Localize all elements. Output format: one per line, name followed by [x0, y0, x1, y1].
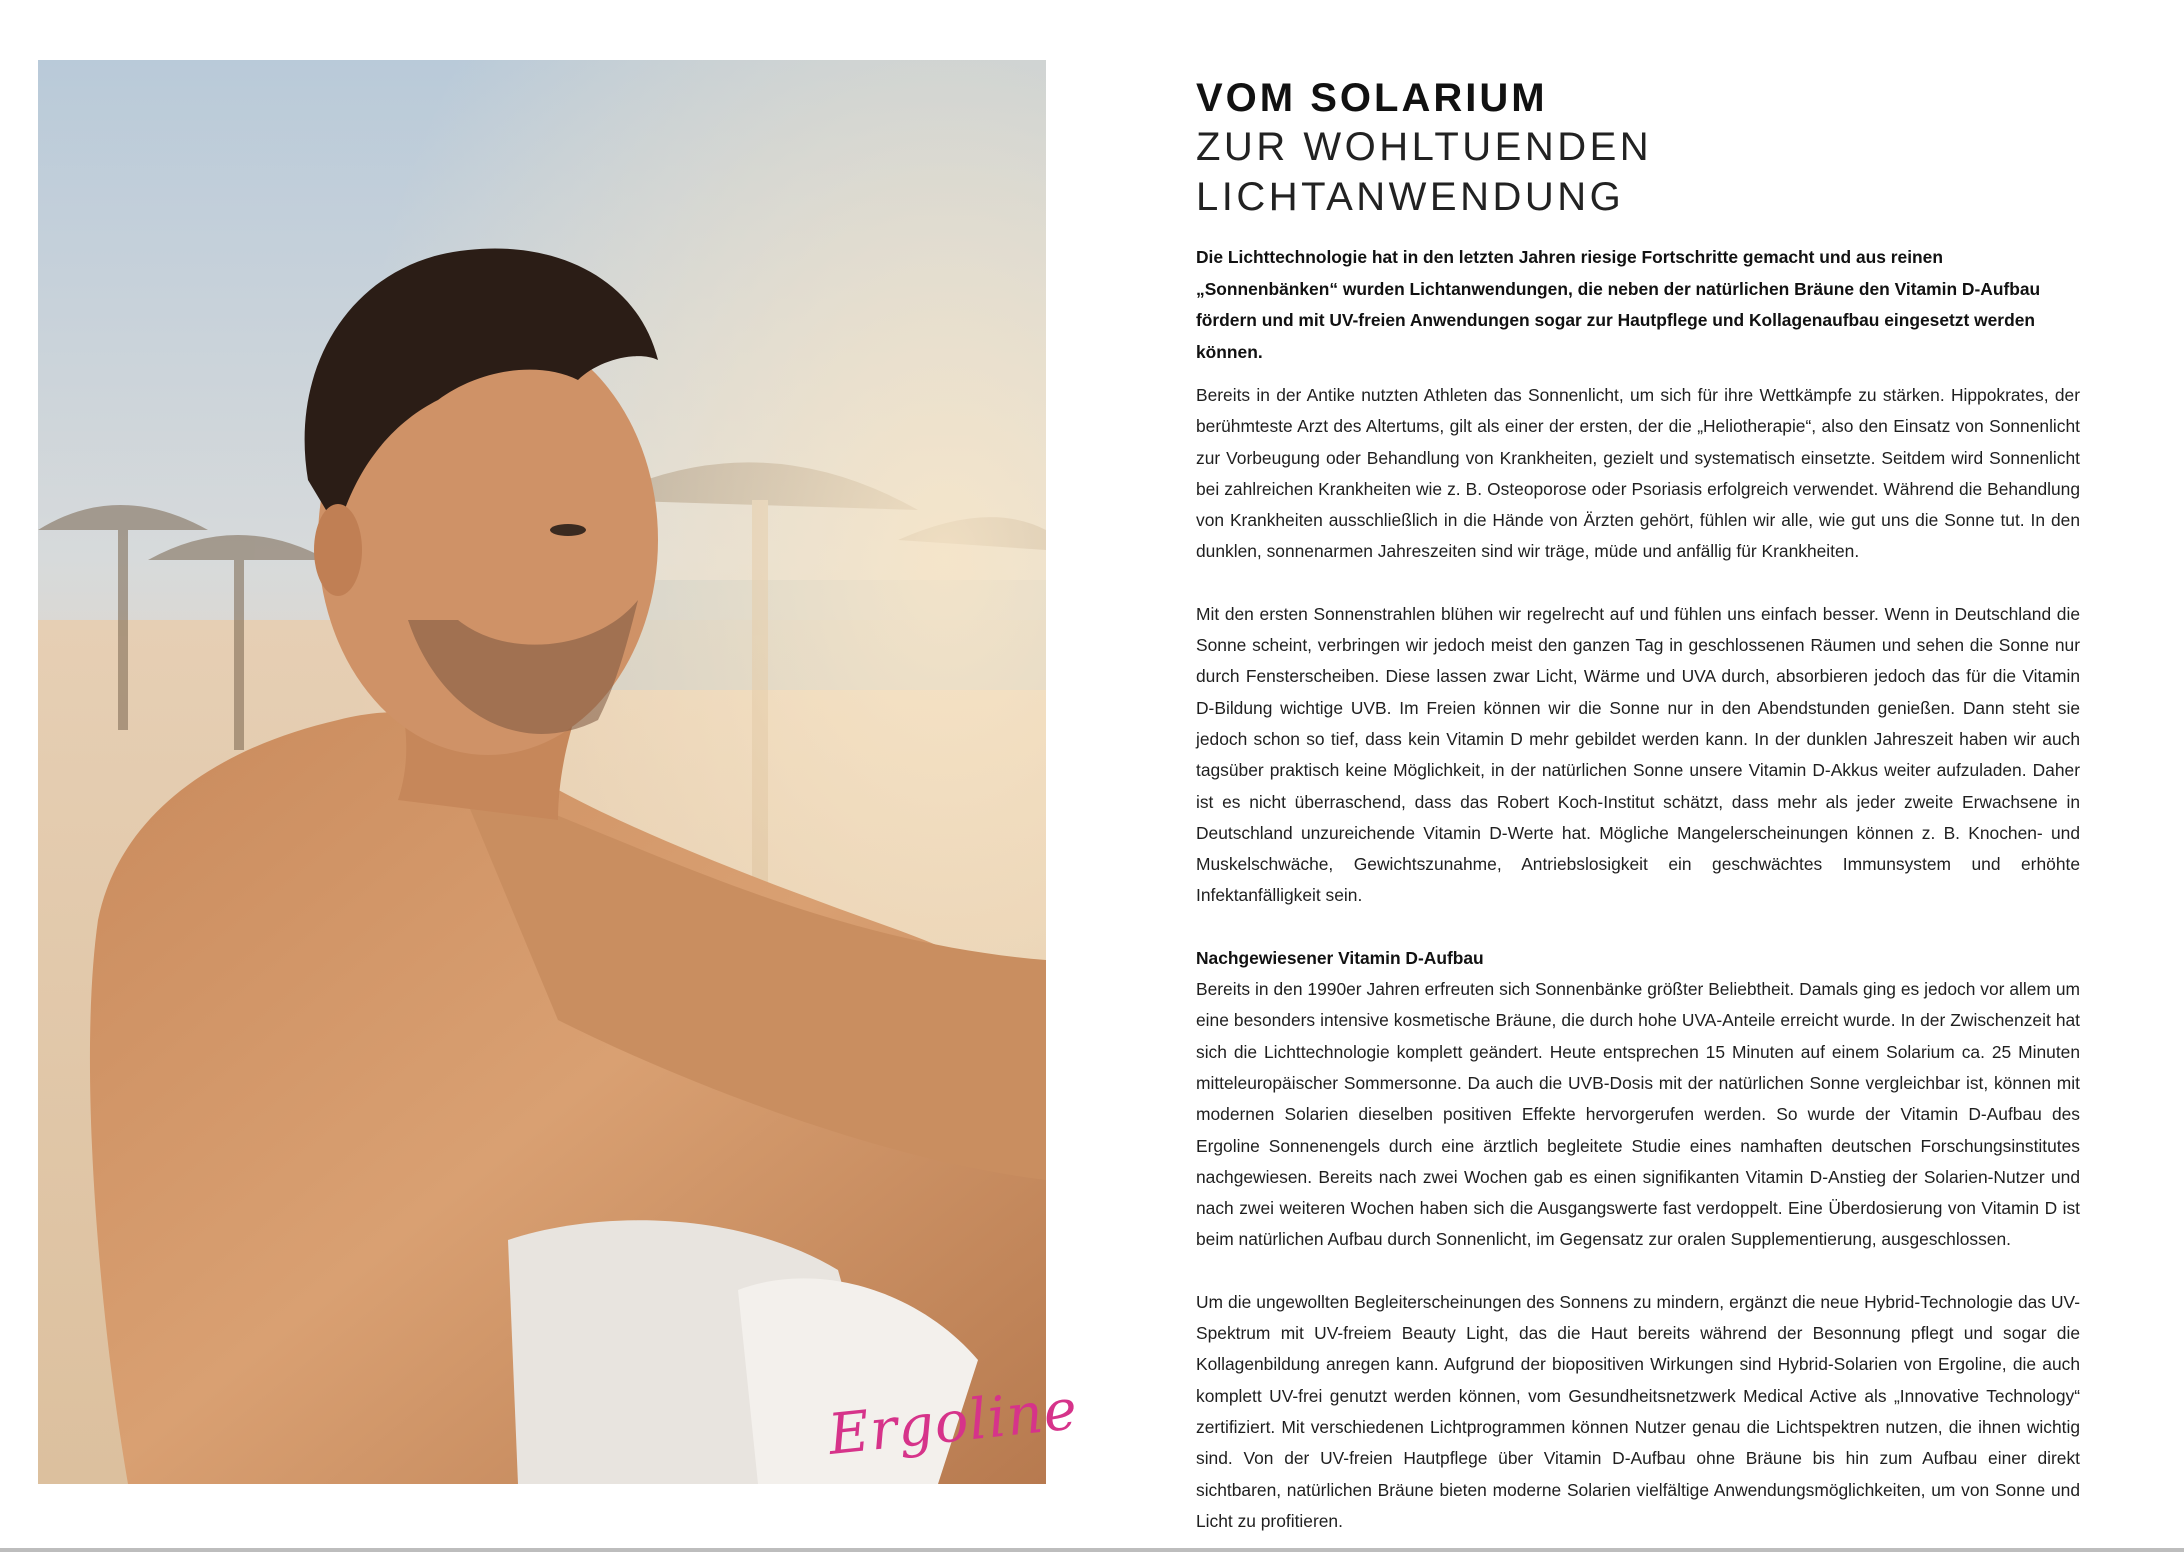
beach-portrait-illustration: [38, 60, 1046, 1484]
body-paragraph-1: Bereits in der Antike nutzten Athleten das Sonnenlicht, um sich für ihre Wettkämpfe zu stärken. Hippokrates, der berühmteste Arzt des Altertums, gilt als einer der ersten, der die „Heliotherapie“, also den Einsatz von Sonnenlicht zur Vorbeugung oder Behandlung von Krankheiten, gezielt und systematisch einsetzte. Seitdem wird Sonnenlicht bei zahlreichen Krankheiten wie z. B. Osteoporose oder Psoriasis erfolgreich verwendet. Während die Behandlung von Krankheiten ausschließlich in die Hände von Ärzten gehört, fühlen wir alle, wie gut uns die Sonne tut. In den dunklen, sonnenarmen Jahreszeiten sind wir träge, müde und anfällig für Krankheiten.: [1196, 385, 2080, 562]
page-bottom-rule: [0, 1548, 2184, 1552]
brand-signature: Ergoline: [825, 1377, 1081, 1468]
section-heading: Nachgewiesener Vitamin D-Aufbau: [1196, 947, 1484, 968]
section-paragraph-2: Um die ungewollten Begleiterscheinungen des Sonnens zu mindern, ergänzt die neue Hybrid-Technologie das UV-Spektrum mit UV-freiem Beauty Light, das die Haut bereits während der Besonnung pflegt und sogar die Kollagenbildung anregen kann. Aufgrund der biopositiven Wirkungen sind Hybrid-Solarien von Ergoline, die auch komplett UV-frei genutzt werden können, vom Gesundheitsnetzwerk Medical Active als „Innovative Technology“ zertifiziert. Mit verschiedenen Lichtprogrammen können Nutzer genau die Lichtspektren nutzen, die ihnen wichtig sind. Von der UV-freien Hautpflege über Vitamin D-Aufbau ohne Bräune bis hin zum Aufbau einer direkt sichtbaren, natürlichen Bräune bieten moderne Solarien vielfältige Anwendungsmöglichkeiten, um von Sonne und Licht zu profitieren.: [1196, 1291, 2080, 1531]
section-paragraph-1: Bereits in den 1990er Jahren erfreuten sich Sonnenbänke größter Beliebtheit. Damals ging es jedoch vor allem um eine besonders intensive kosmetische Bräune, die durch hohe UVA-Anteile erreicht wurde. In der Zwischenzeit hat sich die Lichttechnologie komplett geändert. Heute entsprechen 15 Minuten auf einem Solarium ca. 25 Minuten mitteleuropäischer Sommersonne. Da auch die UVB-Dosis mit der natürlichen Sonne vergleichbar ist, können mit modernen Solarien dieselben positiven Effekte hervorgerufen werden. So wurde der Vitamin D-Aufbau des Ergoline Sonnenengels durch eine ärztlich begleitete Studie eines namhaften deutschen Forschungsinstitutes nachgewiesen. Bereits nach zwei Wochen gab es einen signifikanten Vitamin D-Anstieg der Solarien-Nutzer und nach zwei weiteren Wochen haben sich die Ausgangswerte fast verdoppelt. Eine Überdosierung von Vitamin D ist beim natürlichen Aufbau durch Sonnenlicht, im Gegensatz zur oralen Supplementierung, ausgeschlossen.: [1196, 979, 2080, 1250]
headline-primary: VOM SOLARIUM: [1196, 76, 1548, 120]
headline-secondary: ZUR WOHLTUENDEN LICHTANWENDUNG: [1196, 125, 1653, 219]
intro-paragraph: Die Lichttechnologie hat in den letzten Jahren riesige Fortschritte gemacht und aus reinen „Sonnenbänken“ wurden Lichtanwendungen, die neben der natürlichen Bräune den Vitamin D-Aufbau fördern und mit UV-freien Anwendungen sogar zur Hautpflege und Kollagenaufbau eingesetzt werden können.: [1196, 247, 2041, 362]
hero-photo: [38, 60, 1081, 1484]
article: [1196, 74, 2080, 1568]
body-paragraph-2: Mit den ersten Sonnenstrahlen blühen wir regelrecht auf und fühlen uns einfach besser. Wenn in Deutschland die Sonne scheint, verbringen wir jedoch meist den ganzen Tag in geschlossenen Räumen und sehen die Sonne nur durch Fensterscheiben. Diese lassen zwar Licht, Wärme und UVA durch, absorbieren jedoch das für die Vitamin D-Bildung wichtige UVB. Im Freien können wir die Sonne nur in den Abendstunden genießen. Dann steht sie jedoch schon so tief, dass kein Vitamin D mehr gebildet werden kann. In der dunklen Jahreszeit haben wir auch tagsüber praktisch keine Möglichkeit, in der natürlichen Sonne unsere Vitamin D-Akkus weiter aufzuladen. Daher ist es nicht überraschend, dass das Robert Koch-Institut schätzt, dass mehr als jeder zweite Erwachsene in Deutschland unzureichende Vitamin D-Werte hat. Mögliche Mangelerscheinungen können z. B. Knochen- und Muskelschwäche, Gewichtszunahme, Antriebslosigkeit ein geschwächtes Immunsystem und erhöhte Infektanfälligkeit sein.: [1196, 603, 2080, 906]
